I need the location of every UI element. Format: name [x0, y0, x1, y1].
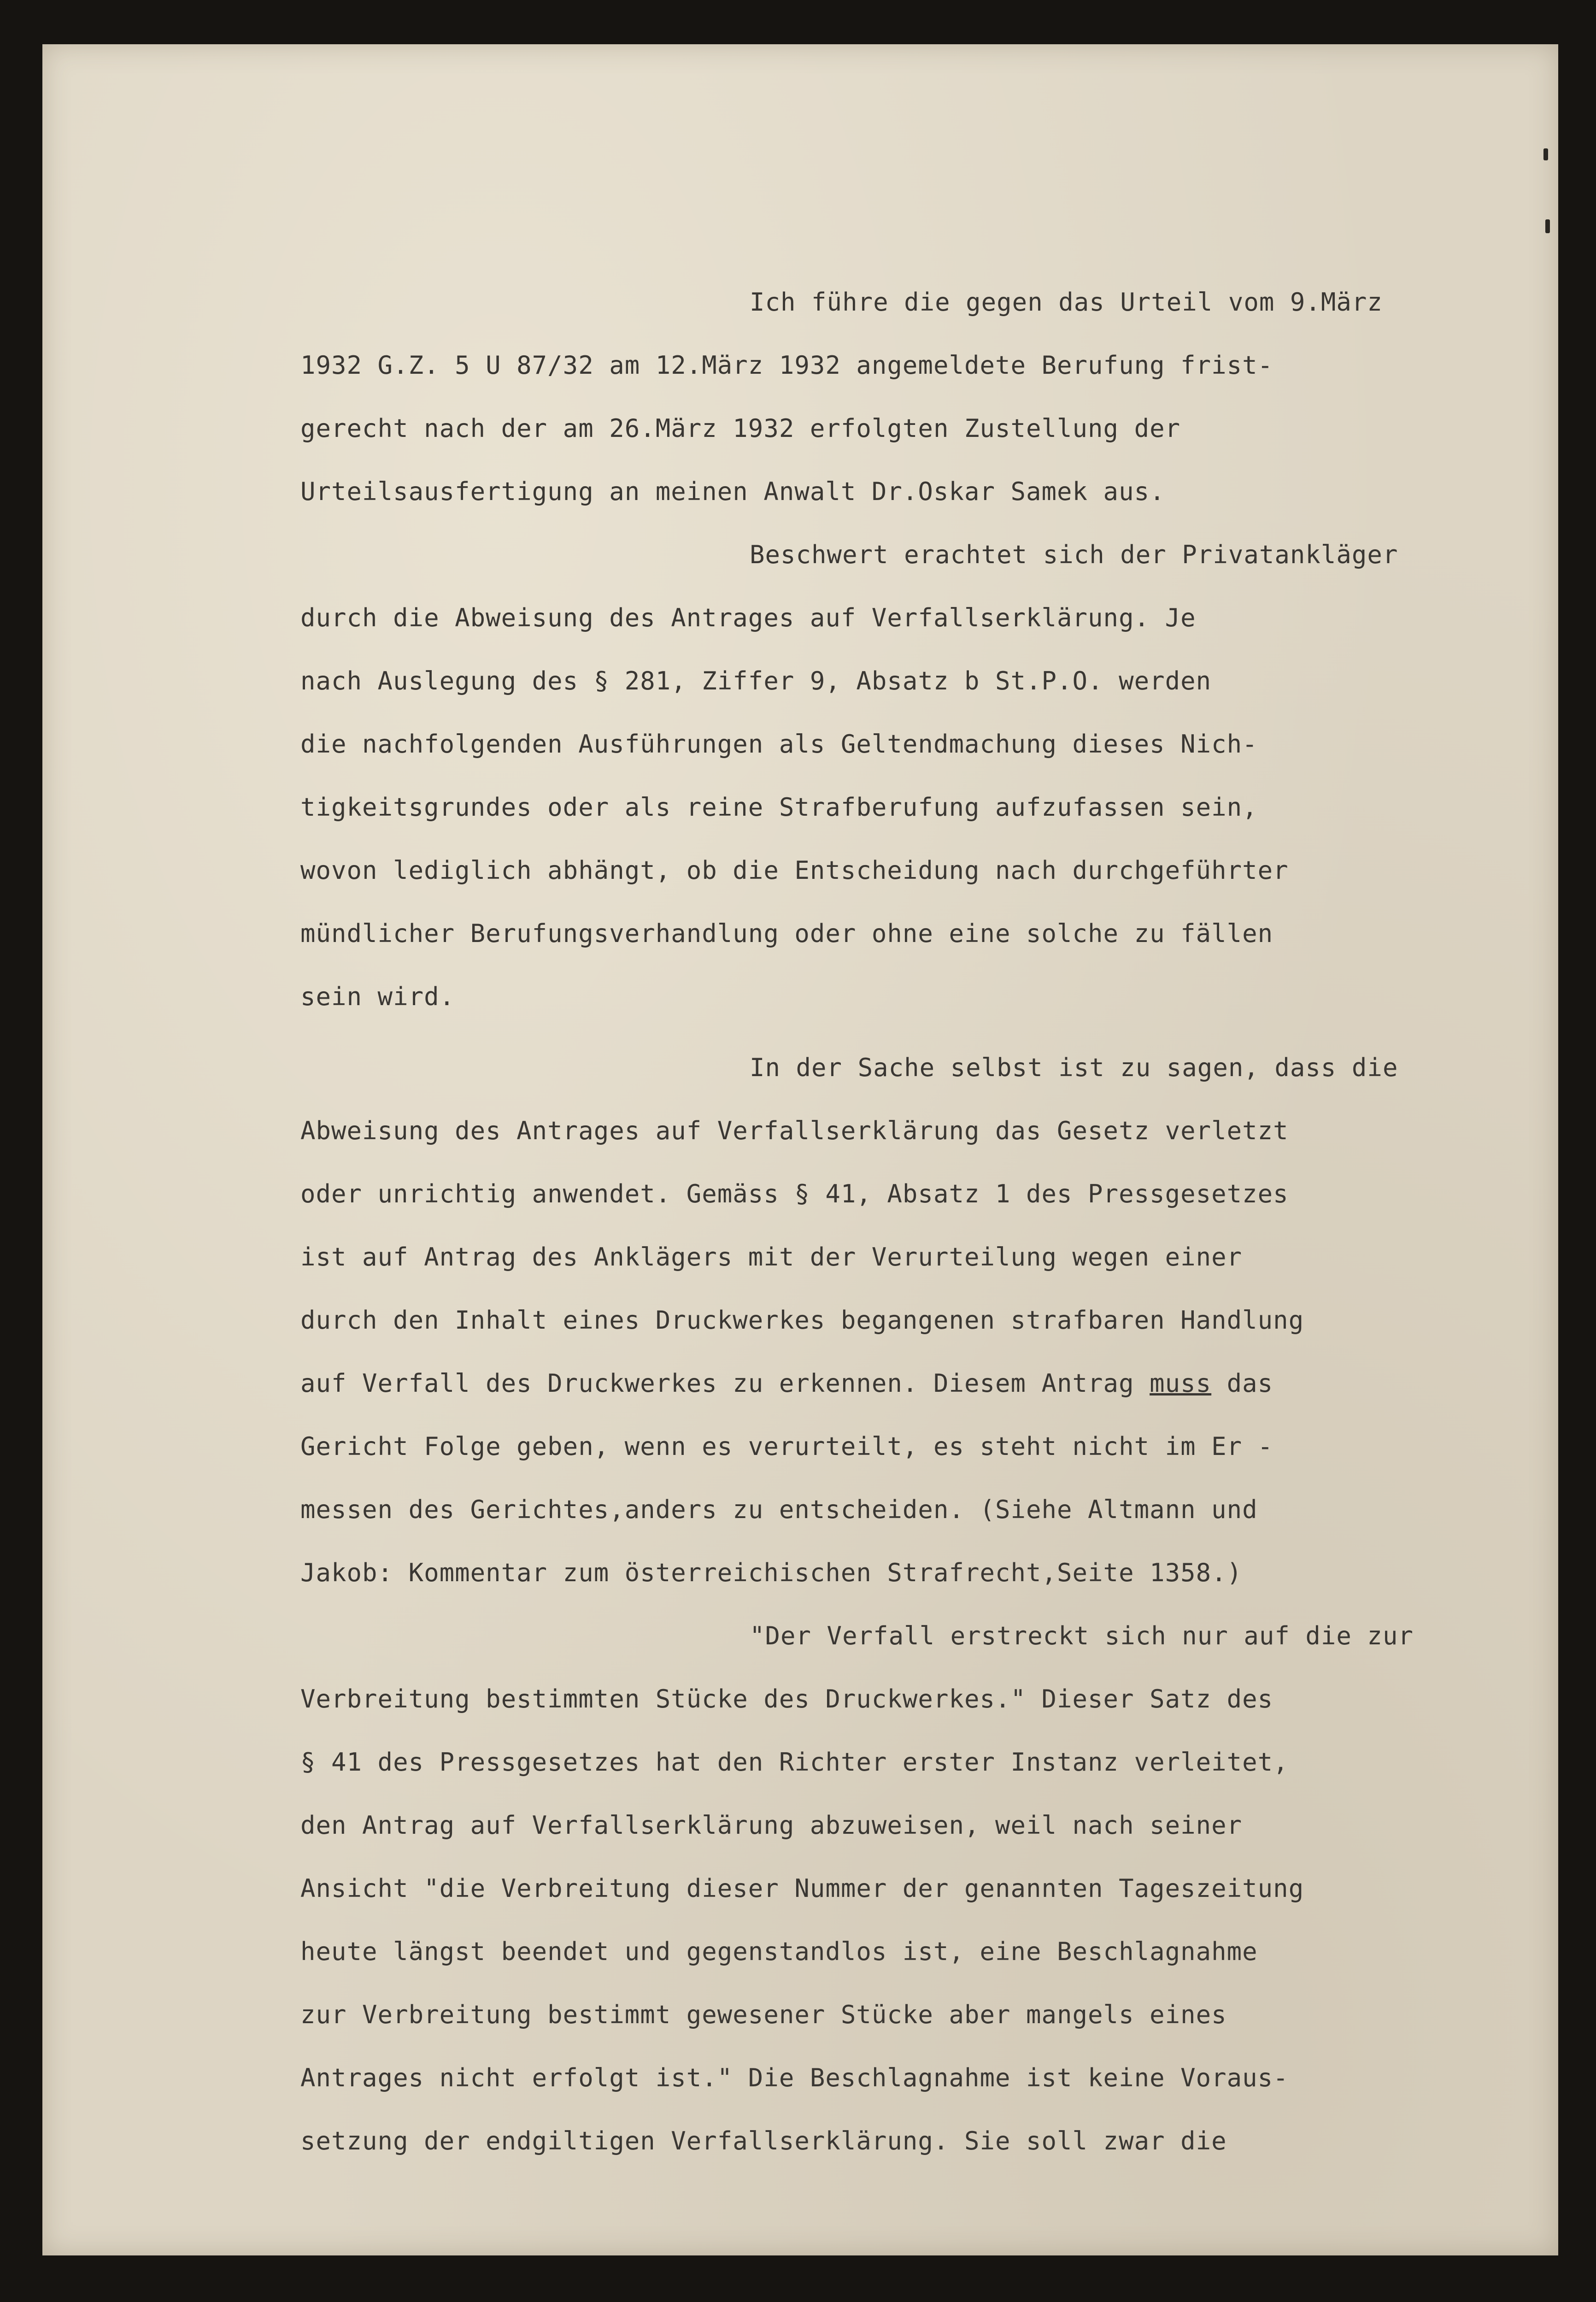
text-line: sein wird.	[300, 982, 455, 1011]
text-line: gerecht nach der am 26.März 1932 erfolgten Zustellung der	[300, 414, 1181, 443]
underlined-word: muss	[1150, 1369, 1212, 1398]
text-line: wovon lediglich abhängt, ob die Entscheidung nach durchgeführter	[300, 856, 1289, 885]
text-line: heute längst beendet und gegenstandlos ist, eine Beschlagnahme	[300, 1937, 1258, 1966]
text-line: ist auf Antrag des Anklägers mit der Verurteilung wegen einer	[300, 1242, 1243, 1272]
text-line: Ansicht "die Verbreitung dieser Nummer der genannten Tageszeitung	[300, 1874, 1304, 1903]
text-line: Antrages nicht erfolgt ist." Die Beschlagnahme ist keine Voraus-	[300, 2063, 1289, 2092]
text-line: tigkeitsgrundes oder als reine Strafberufung aufzufassen sein,	[300, 793, 1258, 822]
text-line: 1932 G.Z. 5 U 87/32 am 12.März 1932 angemeldete Berufung frist-	[300, 351, 1273, 380]
text-line: Urteilsausfertigung an meinen Anwalt Dr.Oskar Samek aus.	[300, 477, 1165, 506]
text-line: Ich führe die gegen das Urteil vom 9.März	[750, 288, 1383, 317]
edge-mark	[1543, 148, 1548, 160]
text-line: nach Auslegung des § 281, Ziffer 9, Absatz b St.P.O. werden	[300, 666, 1212, 695]
text-line: den Antrag auf Verfallserklärung abzuweisen, weil nach seiner	[300, 1811, 1243, 1840]
text-line: mündlicher Berufungsverhandlung oder ohne eine solche zu fällen	[300, 919, 1273, 948]
text-line: oder unrichtig anwendet. Gemäss § 41, Absatz 1 des Pressgesetzes	[300, 1179, 1289, 1208]
text-line: § 41 des Pressgesetzes hat den Richter erster Instanz verleitet,	[300, 1748, 1289, 1777]
paper-sheet	[42, 44, 1558, 2255]
text-line: messen des Gerichtes,anders zu entscheiden. (Siehe Altmann und	[300, 1495, 1258, 1524]
text-line: Verbreitung bestimmten Stücke des Druckwerkes." Dieser Satz des	[300, 1684, 1273, 1713]
text-line: "Der Verfall erstreckt sich nur auf die zur	[750, 1621, 1414, 1650]
text-line: die nachfolgenden Ausführungen als Geltendmachung dieses Nich-	[300, 730, 1258, 759]
text-line: Abweisung des Antrages auf Verfallserklärung das Gesetz verletzt	[300, 1116, 1289, 1145]
text-line: setzung der endgiltigen Verfallserklärung. Sie soll zwar die	[300, 2126, 1227, 2155]
text-line: Beschwert erachtet sich der Privatankläger	[750, 540, 1398, 569]
text-line: zur Verbreitung bestimmt gewesener Stücke aber mangels eines	[300, 2000, 1227, 2029]
text-line: durch den Inhalt eines Druckwerkes begangenen strafbaren Handlung	[300, 1306, 1304, 1335]
text-line: Gericht Folge geben, wenn es verurteilt, es steht nicht im Er -	[300, 1432, 1273, 1461]
edge-mark	[1545, 219, 1550, 233]
text-line: In der Sache selbst ist zu sagen, dass die	[750, 1053, 1398, 1082]
text-line: Jakob: Kommentar zum österreichischen Strafrecht,Seite 1358.)	[300, 1558, 1243, 1587]
text-line	[300, 1365, 1273, 1402]
text-line: durch die Abweisung des Antrages auf Verfallserklärung. Je	[300, 603, 1196, 632]
text-line-tail: das	[1211, 1369, 1273, 1398]
text-line-main: auf Verfall des Druckwerkes zu erkennen. Diesem Antrag	[300, 1369, 1150, 1398]
